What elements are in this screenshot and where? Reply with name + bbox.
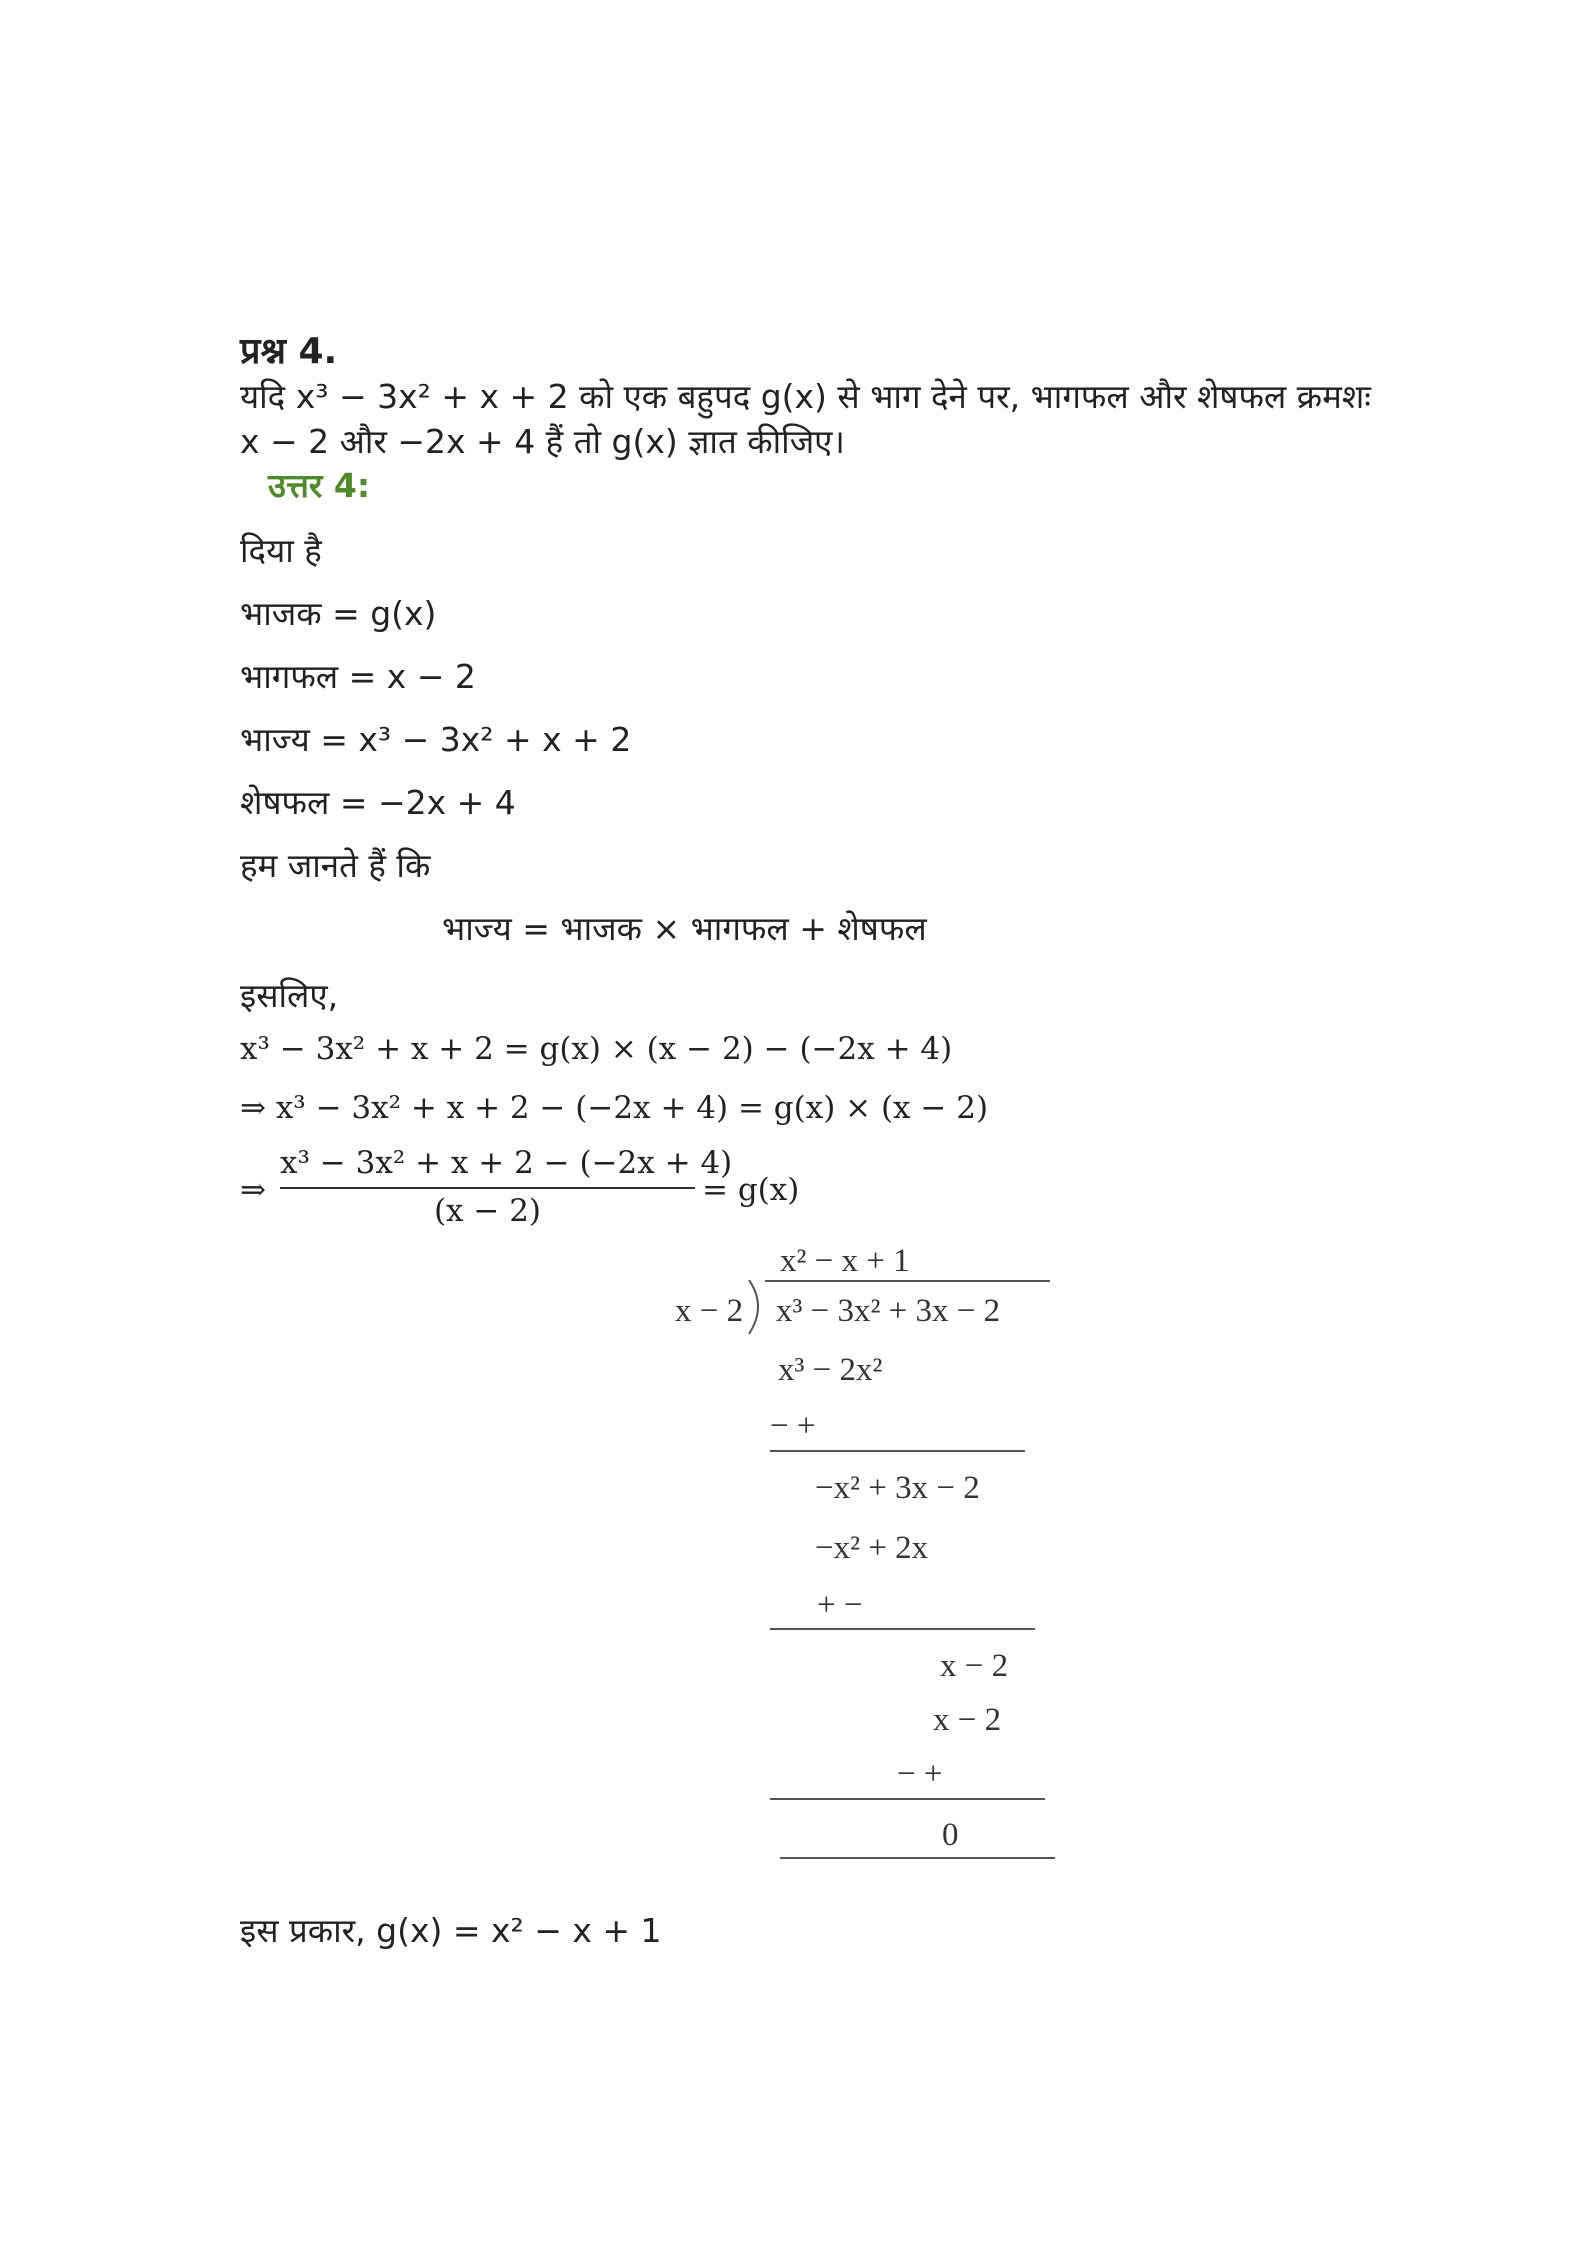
divisor-line: भाजक = g(x) xyxy=(240,594,437,633)
long-division-rule-2 xyxy=(770,1628,1035,1630)
long-division-divisor: x − 2 xyxy=(675,1293,744,1329)
long-division-top-bar xyxy=(765,1280,1050,1282)
therefore-text: इसलिए, xyxy=(240,976,339,1015)
question-heading: प्रश्न 4. xyxy=(240,331,338,372)
long-division-step-2-signs: + − xyxy=(817,1587,863,1623)
equation-3-numerator: x³ − 3x² + x + 2 − (−2x + 4) xyxy=(280,1145,733,1181)
long-division-bracket xyxy=(745,1280,769,1336)
conclusion: इस प्रकार, g(x) = x² − x + 1 xyxy=(240,1911,662,1950)
long-division-step-3: x − 2 xyxy=(933,1702,1002,1738)
equation-3-fraction-bar xyxy=(280,1187,695,1189)
long-division-step-1: x³ − 2x² xyxy=(778,1352,883,1388)
remainder-line: शेषफल = −2x + 4 xyxy=(240,783,516,822)
dividend-line: भाज्य = x³ − 3x² + x + 2 xyxy=(240,720,632,759)
question-line-2: x − 2 और −2x + 4 हैं तो g(x) ज्ञात कीजिए। xyxy=(240,422,845,461)
long-division-quotient: x² − x + 1 xyxy=(780,1243,910,1279)
long-division-step-3-signs: − + xyxy=(897,1756,943,1792)
given-label: दिया है xyxy=(240,531,322,570)
equation-2: ⇒ x³ − 3x² + x + 2 − (−2x + 4) = g(x) × (x − 2) xyxy=(240,1090,989,1126)
equation-3-rhs: = g(x) xyxy=(702,1172,800,1208)
equation-3-implies: ⇒ xyxy=(240,1172,266,1208)
long-division-step-2: −x² + 2x xyxy=(815,1530,929,1566)
question-line-1: यदि x³ − 3x² + x + 2 को एक बहुपद g(x) से भाग देने पर, भागफल और शेषफल क्रमशः xyxy=(240,377,1371,416)
division-formula: भाज्य = भाजक × भागफल + शेषफल xyxy=(442,909,927,948)
quotient-line: भागफल = x − 2 xyxy=(240,657,476,696)
long-division-rule-4 xyxy=(780,1857,1055,1859)
equation-1: x³ − 3x² + x + 2 = g(x) × (x − 2) − (−2x + 4) xyxy=(240,1031,953,1067)
long-division-final-remainder: 0 xyxy=(942,1817,959,1853)
long-division-dividend: x³ − 3x² + 3x − 2 xyxy=(776,1293,1001,1329)
long-division-remainder-1: −x² + 3x − 2 xyxy=(815,1470,980,1506)
long-division-step-1-signs: − + xyxy=(770,1408,816,1444)
long-division-remainder-2: x − 2 xyxy=(940,1648,1009,1684)
we-know-text: हम जानते हैं कि xyxy=(240,846,431,885)
long-division-rule-3 xyxy=(770,1798,1045,1800)
long-division-rule-1 xyxy=(770,1450,1025,1452)
answer-heading: उत्तर 4: xyxy=(268,466,371,505)
equation-3-denominator: (x − 2) xyxy=(433,1193,542,1229)
